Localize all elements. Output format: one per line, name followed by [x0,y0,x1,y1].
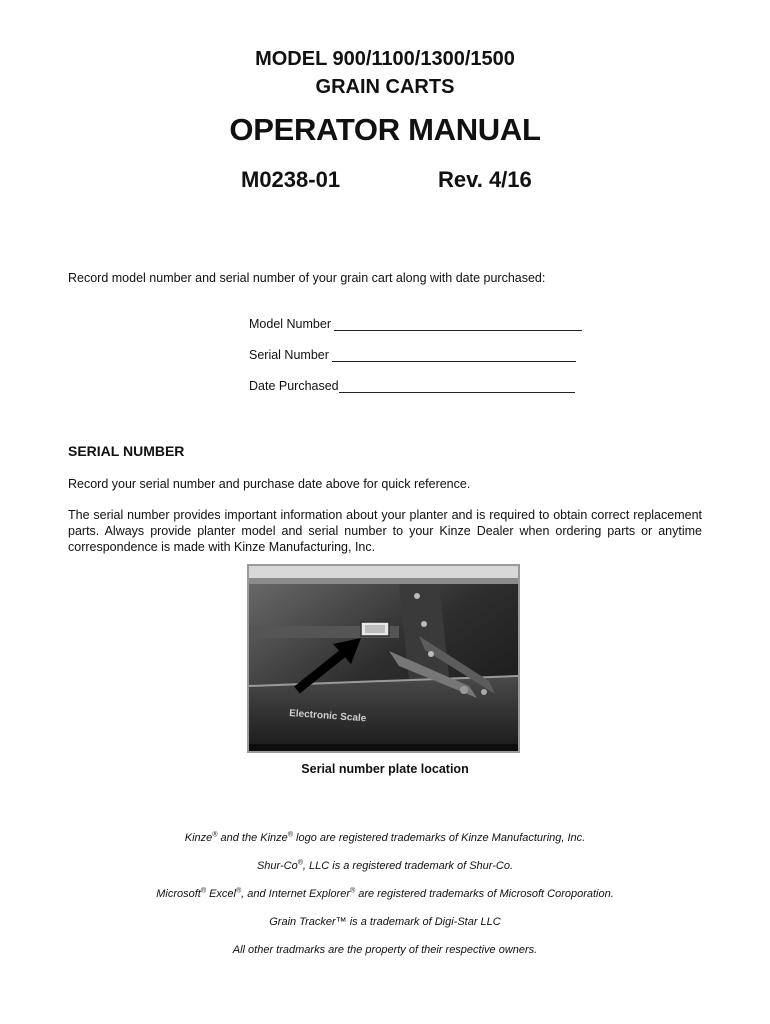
serial-number-line [332,349,576,362]
serial-para-1: Record your serial number and purchase date above for quick reference. [68,477,471,491]
trademark-others: All other tradmarks are the property of their respective owners. [232,944,538,956]
model-heading: MODEL 900/1100/1300/1500 [255,48,515,70]
serial-plate-illustration [249,566,518,751]
record-instruction: Record model number and serial number of your grain cart along with date purchased: [68,271,546,285]
trademark-graintracker: Grain Tracker™ is a trademark of Digi-Star LLC [269,916,501,928]
trademark-kinze: Kinze® and the Kinze® logo are registered trademarks of Kinze Manufacturing, Inc. [184,831,586,844]
model-number-line [334,318,582,331]
serial-plate-photo [247,564,520,753]
document-code: M0238-01 [241,167,341,192]
photo-caption: Serial number plate location [301,762,469,776]
date-purchased-field [249,379,575,393]
date-purchased-label: Date Purchased [249,379,339,393]
section-title: SERIAL NUMBER [68,443,185,459]
revision-label: Rev. 4/16 [438,167,532,192]
product-heading: GRAIN CARTS [315,76,455,98]
serial-number-field [249,348,576,362]
model-number-field [249,317,582,331]
trademark-shurco: Shur-Co®, LLC is a registered trademark of Shur-Co. [256,859,514,872]
serial-number-label: Serial Number [249,348,329,362]
serial-para-2: The serial number provides important information about your planter and is required to obtain correct replacement parts. Always provide planter model and serial number to your Kinze Dealer when ordering parts or anytime correspondence is made with Kinze Manufacturing, Inc. [68,508,702,554]
model-number-label: Model Number [249,317,331,331]
scale-label: Electronic Scale [288,708,367,725]
date-purchased-line [339,380,575,393]
page-title: OPERATOR MANUAL [229,112,541,147]
trademark-microsoft: Microsoft® Excel®, and Internet Explorer® are registered trademarks of Microsoft Coroporation. [156,887,614,900]
